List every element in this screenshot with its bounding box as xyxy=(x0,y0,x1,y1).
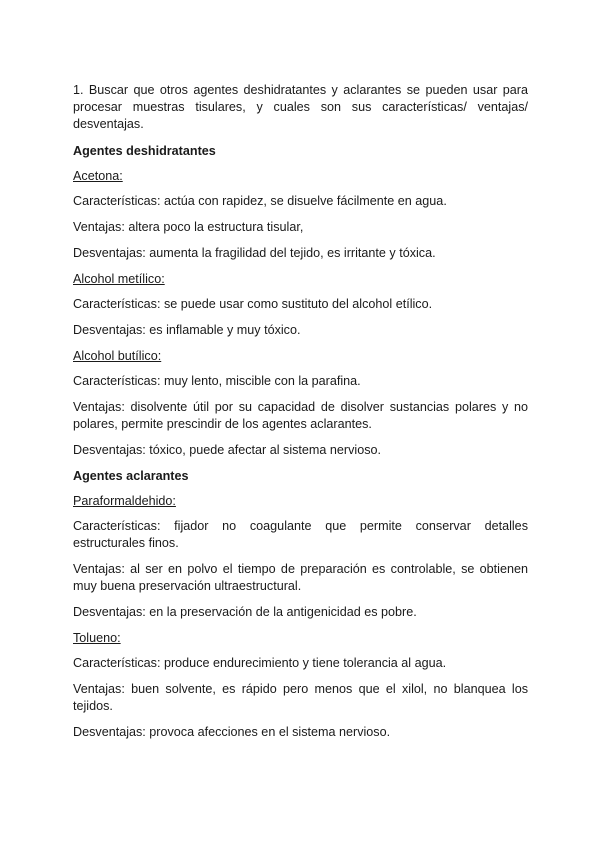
agent-line: Desventajas: tóxico, puede afectar al sistema nervioso. xyxy=(73,443,382,457)
intro-question: 1. Buscar que otros agentes deshidratantes y aclarantes se pueden usar para procesar muestras tisulares, y cuales son sus características/ ventajas/ desventajas. xyxy=(73,83,528,131)
agent-name-tolueno: Tolueno: xyxy=(73,631,121,645)
agent-line: Desventajas: aumenta la fragilidad del tejido, es irritante y tóxica. xyxy=(73,246,436,260)
agent-line: Desventajas: en la preservación de la antigenicidad es pobre. xyxy=(73,605,417,619)
agent-line: Características: se puede usar como sustituto del alcohol etílico. xyxy=(73,297,433,311)
agent-line: Ventajas: disolvente útil por su capacidad de disolver sustancias polares y no polares, permite prescindir de los agentes aclarantes. xyxy=(73,400,528,431)
agent-name-acetona: Acetona: xyxy=(73,169,123,183)
document-page xyxy=(73,82,528,750)
agent-line: Características: muy lento, miscible con la parafina. xyxy=(73,374,361,388)
agent-line: Ventajas: buen solvente, es rápido pero menos que el xilol, no blanquea los tejidos. xyxy=(73,682,528,713)
agent-name-alcohol-butilico: Alcohol butílico: xyxy=(73,349,162,363)
agent-line: Características: produce endurecimiento y tiene tolerancia al agua. xyxy=(73,656,447,670)
section-heading-aclarantes: Agentes aclarantes xyxy=(73,469,189,483)
agent-line: Características: actúa con rapidez, se disuelve fácilmente en agua. xyxy=(73,194,447,208)
agent-name-alcohol-metilico: Alcohol metílico: xyxy=(73,272,165,286)
agent-line: Características: fijador no coagulante que permite conservar detalles estructurales finos. xyxy=(73,519,528,550)
agent-line: Ventajas: al ser en polvo el tiempo de preparación es controlable, se obtienen muy buena preservación ultraestructural. xyxy=(73,562,528,593)
agent-line: Desventajas: es inflamable y muy tóxico. xyxy=(73,323,301,337)
section-heading-deshidratantes: Agentes deshidratantes xyxy=(73,144,216,158)
agent-name-paraformaldehido: Paraformaldehido: xyxy=(73,494,176,508)
agent-line: Desventajas: provoca afecciones en el sistema nervioso. xyxy=(73,725,391,739)
agent-line: Ventajas: altera poco la estructura tisular, xyxy=(73,220,304,234)
